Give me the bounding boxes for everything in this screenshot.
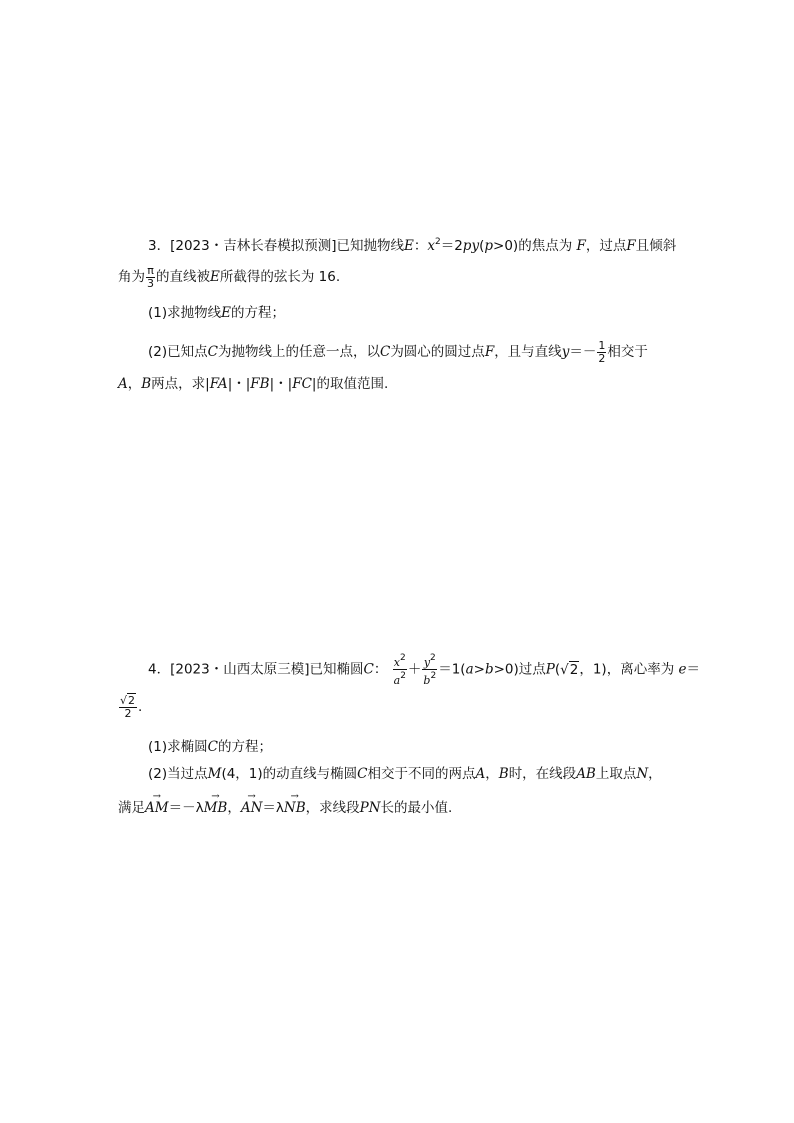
p4-part2-f: ， [648,766,662,782]
problem3-part2-line2 [118,374,388,394]
a-var: a [393,674,401,687]
p4-part2-e: 上取点 [595,766,637,782]
seg-PN: PN [359,800,381,816]
x2-over-a2 [393,652,407,687]
part1-E: E [221,305,231,321]
p4-eq-pos: ＝ [262,800,276,816]
eq-paren: ( [479,238,485,254]
p4-A: A [475,766,486,782]
sq1: 2 [400,653,406,663]
focus-text: 的焦点为 [518,238,573,254]
p4-part2-h: 长的最小值. [380,800,453,816]
y2-over-b2 [422,652,437,687]
p3-part2-b: 为抛物线上的任意一点，以 [217,344,380,360]
e-sqrt: √2 [120,693,136,707]
curve-name: E [403,238,414,254]
p3-part2-f: 两点，求| [151,376,210,392]
eq-x-exp: 2 [434,237,441,247]
focus-F2: F [626,238,636,254]
p4-part2-b: (4，1)的动直线与椭圆 [221,766,358,782]
p3-eq: ＝－ [569,344,597,360]
eq-p: p [462,238,472,254]
problem4-part2-line2 [118,798,452,818]
problem3-part1 [148,303,285,323]
p4-p-open: ( [554,661,561,678]
one-half [597,340,606,365]
chord-text-a: 的直线被 [156,269,210,285]
eccentricity-e: e [678,661,687,678]
y2 [422,652,437,670]
p3-part2-c: 为圆心的圆过点 [390,344,485,360]
p4-part1-end: 的方程； [217,739,272,755]
p4-C2: C [357,766,368,782]
part1-text: (1)求抛物线 [148,305,222,321]
eq-p2: p [484,238,494,254]
eq-eq: ＝2 [440,238,463,254]
p4-eq-end: ＝ [686,661,700,678]
lambda1: λ [195,800,204,816]
p3-C1: C [207,344,218,360]
angle-prefix: 角为 [118,269,145,285]
y-var: y [423,656,431,669]
incline-text: 且倾斜 [635,238,677,254]
problem4-source: [2023・山西太原三模] [170,661,310,678]
problem3-intro: 已知抛物线 [336,238,404,254]
chord-text-b: 所截得的弦长为 16. [219,269,341,285]
p4-eq1: ＝1( [438,661,466,678]
problem4-number: 4． [148,661,171,678]
half-num: 1 [598,338,606,352]
p3-sep: ， [127,376,142,392]
ellipse-C: C [363,661,374,678]
e-num [119,695,137,708]
p4-B: B [498,766,509,782]
part1-end: 的方程； [230,305,285,321]
x-var: x [393,656,401,669]
focus-F: F [576,238,586,254]
p4-plus: ＋ [407,661,422,678]
p3-dot1: |・| [227,376,251,392]
p4-colon: ： [373,661,388,678]
x2 [393,652,407,670]
problem4-part1 [148,737,272,757]
e-dot: . [138,699,143,715]
eq-y: y [471,238,480,254]
problem3-number: 3． [148,238,171,254]
p4-gt: > [473,661,485,678]
seg-AB: AB [576,766,596,782]
p3-part2-e: 相交于 [607,344,648,360]
p3-C2: C [379,344,391,360]
point-N: N [636,766,649,782]
sqrt-2: √2 [560,661,579,678]
sq4: 2 [430,671,437,681]
p4-part2-a: (2)当过点 [148,766,208,782]
p3-A: A [118,376,128,392]
sq2: 2 [400,671,406,681]
p3-F3: F [484,344,495,360]
p4-part2-g: ，求线段 [305,800,360,816]
p3-FC: FC [292,376,312,392]
b-var: b [423,674,431,687]
p4-a: a [465,661,474,678]
sq3: 2 [430,653,436,663]
problem4-part2-line1 [148,764,662,784]
p4-part1-C: C [207,739,218,755]
frac-den: 3 [147,276,154,290]
p3-B: B [141,376,152,392]
problem4-line2 [118,690,142,724]
p4-sep: ， [485,766,499,782]
p4-satisfy: 满足 [118,800,145,816]
p3-FB: FB [250,376,270,392]
p4-comma: ， [227,800,241,816]
point-P: P [545,661,555,678]
problem4-line1 [148,652,700,687]
p3-part2-g: |的取值范围. [311,376,389,392]
eq-x: x [427,238,435,254]
p4-part2-c: 相交于不同的两点 [367,766,476,782]
b2 [422,670,437,687]
through-text: ，过点 [585,238,627,254]
p4-part2-d: 时，在线段 [508,766,577,782]
problem3-line2 [118,262,340,292]
p4-b: b [484,661,494,678]
half-den: 2 [598,351,606,365]
pi-over-3 [146,265,155,290]
e-den: 2 [124,706,132,720]
p3-y: y [561,344,570,360]
p4-p-close: ，1)，离心率为 [579,661,675,678]
curve-E2: E [210,269,220,285]
p3-part2-d: ，且与直线 [494,344,562,360]
p3-part2-a: (2)已知点 [148,344,208,360]
p4-cond-end: >0)过点 [493,661,546,678]
vec-AN: → AN [241,798,263,818]
p3-dot2: |・| [269,376,293,392]
problem3-line1: 3．[2023・吉林长春模拟预测]已知抛物线E：$x^2=2py(p>0)$的焦点为 F，过点F且倾斜 [148,237,677,254]
a2 [393,670,407,687]
sqrt-radicand: 2 [569,661,579,678]
p4-eq-neg: ＝－ [168,800,196,816]
problem4-intro: 已知椭圆 [309,661,364,678]
p4-part1: (1)求椭圆 [148,739,208,755]
problem3-part2-line1 [148,337,648,367]
lambda2: λ [275,800,284,816]
vec-NB: → NB [284,798,306,818]
frac-num: π [147,263,154,277]
eq-cond: >0) [493,238,519,254]
point-M: M [207,766,222,782]
p3-FA: FA [209,376,228,392]
problem3-source: [2023・吉林长春模拟预测] [170,238,337,254]
vec-AM: → AM [145,798,169,818]
e-radicand: 2 [128,693,136,707]
e-value [119,695,137,720]
vec-MB: → MB [204,798,228,818]
